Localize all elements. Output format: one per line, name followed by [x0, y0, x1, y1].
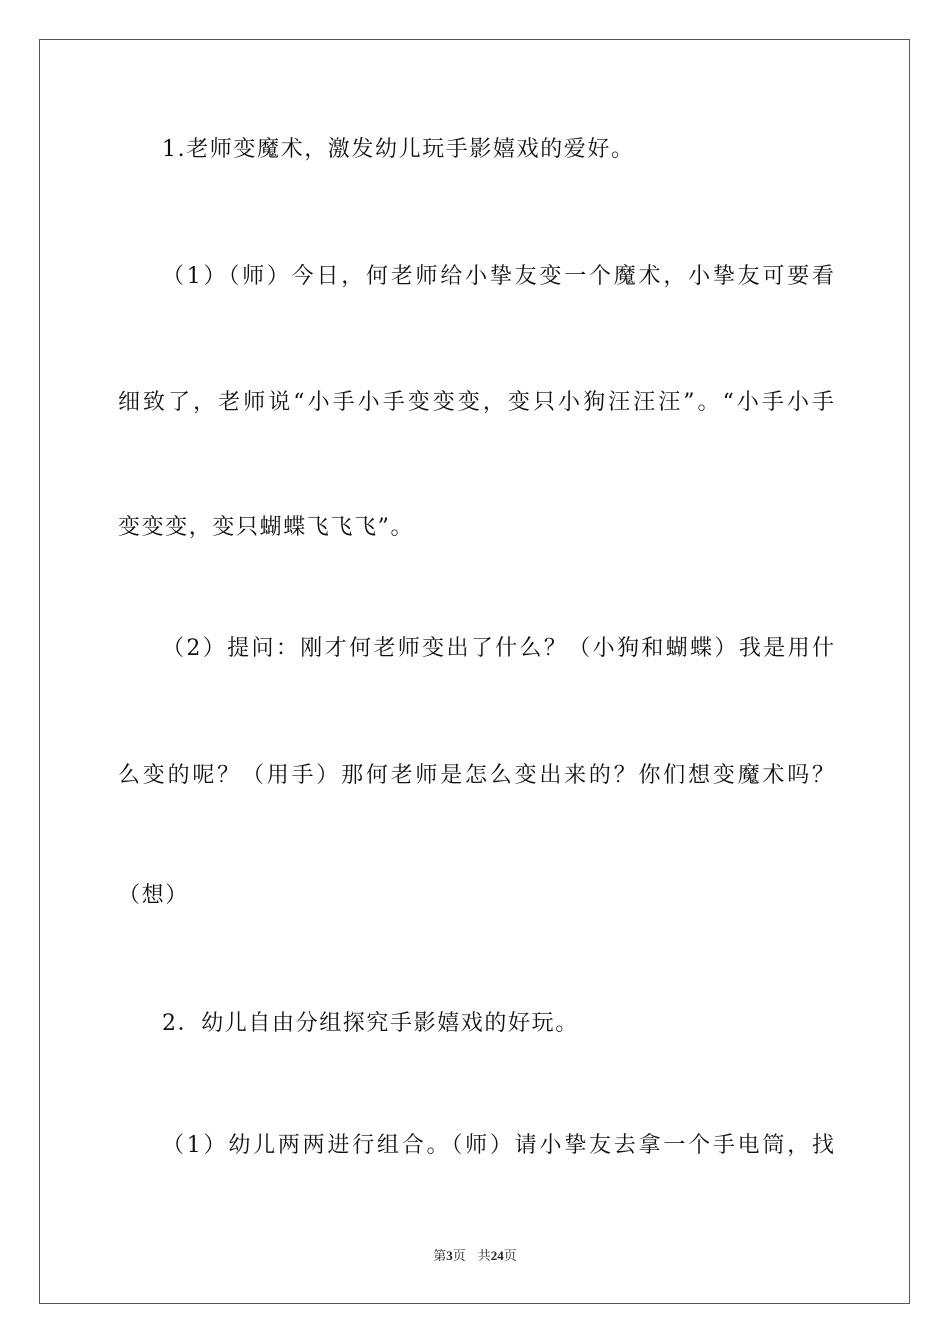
paragraph-line-8: 2．幼儿自由分组探究手影嬉戏的好玩。: [162, 1011, 579, 1036]
paragraph-line-1: 1.老师变魔术，激发幼儿玩手影嬉戏的爱好。: [162, 137, 635, 162]
total-label-suffix: 页: [503, 1248, 517, 1263]
paragraph-line-2: （1）（师）今日，何老师给小挚友变一个魔术，小挚友可要看: [162, 264, 834, 289]
paragraph-line-6: 么变的呢？（用手）那何老师是怎么变出来的？你们想变魔术吗？: [118, 763, 834, 788]
total-pages: 24: [490, 1248, 504, 1263]
total-label-prefix: 共: [477, 1248, 491, 1263]
paragraph-line-7: （想）: [118, 883, 189, 908]
paragraph-line-5: （2）提问：刚才何老师变出了什么？（小狗和蝴蝶）我是用什: [162, 636, 834, 661]
paragraph-line-4: 变变变，变只蝴蝶飞飞飞”。: [118, 515, 415, 540]
page-label-prefix: 第: [433, 1248, 447, 1263]
page-frame: [39, 39, 910, 1304]
paragraph-line-3: 细致了，老师说“小手小手变变变，变只小狗汪汪汪”。“小手小手: [118, 390, 834, 415]
page-label-suffix: 页: [452, 1248, 466, 1263]
page-number: 3: [446, 1248, 453, 1263]
paragraph-line-9: （1）幼儿两两进行组合。（师）请小挚友去拿一个手电筒，找: [162, 1133, 834, 1158]
page-footer: [0, 1248, 950, 1264]
